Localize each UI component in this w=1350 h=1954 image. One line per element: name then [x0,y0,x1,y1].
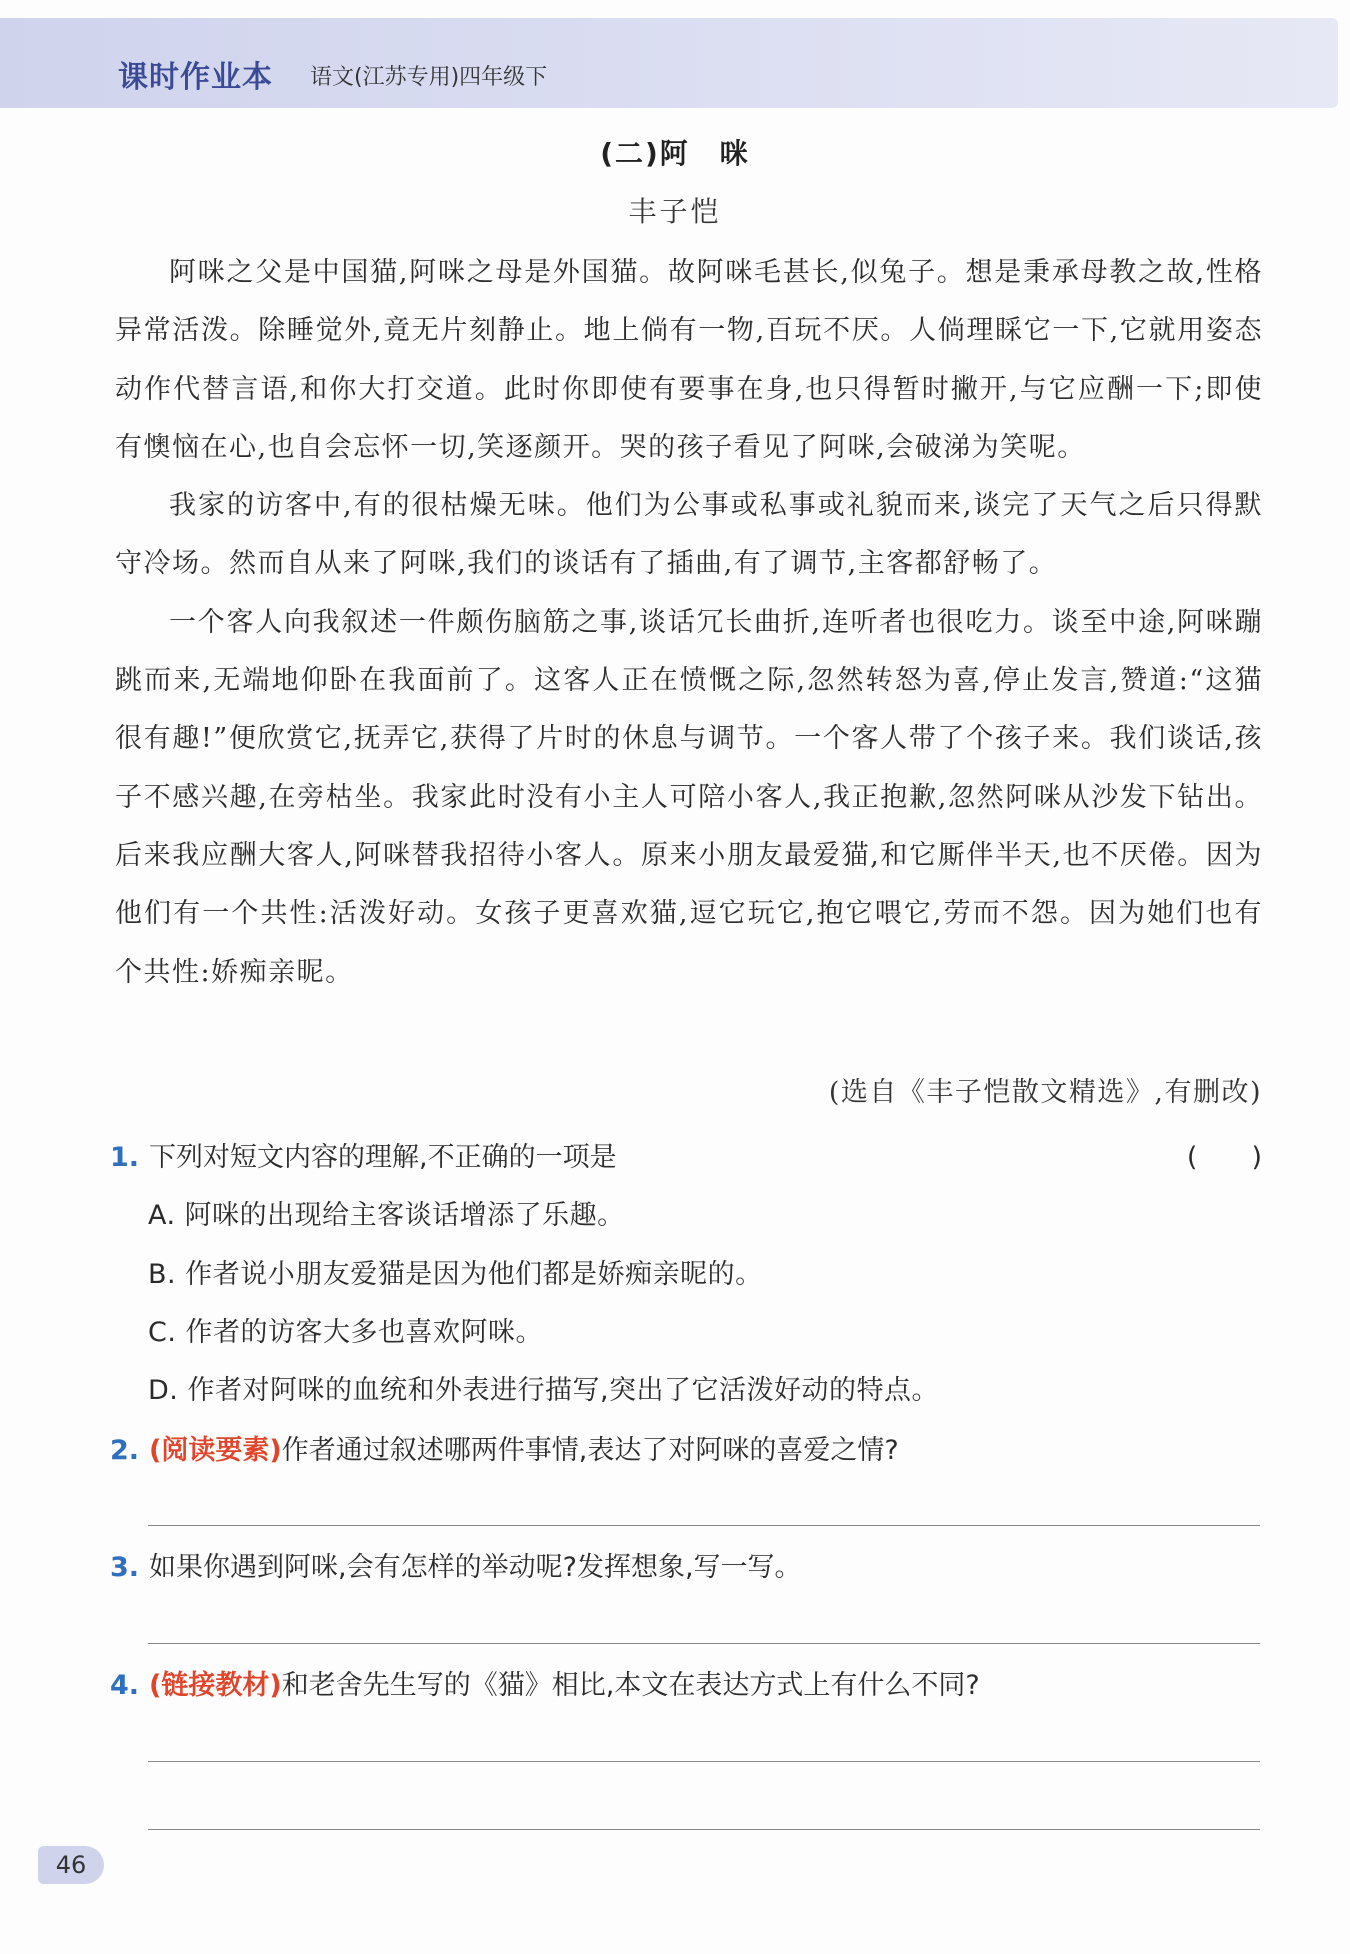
book-brand: 课时作业本 [118,60,273,95]
question-number: 2. [110,1435,140,1466]
article-body [115,244,1263,1002]
article-title: (二)阿 咪 [600,137,750,170]
answer-bracket[interactable]: ( ) [1186,1142,1262,1173]
book-subject: 语文(江苏专用)四年级下 [310,65,548,90]
answer-line[interactable] [148,1643,1260,1644]
answer-line[interactable] [148,1829,1260,1830]
question-number: 4. [110,1670,140,1701]
article-author: 丰子恺 [628,195,722,228]
question-number: 3. [110,1552,140,1583]
question-text: 和老舍先生写的《猫》相比,本文在表达方式上有什么不同? [281,1670,980,1701]
page-number: 46 [38,1846,104,1884]
question-text: 下列对短文内容的理解,不正确的一项是 [149,1142,617,1173]
answer-line[interactable] [148,1525,1260,1526]
question-3 [110,1545,802,1584]
question-tag: (链接教材) [149,1670,282,1701]
question-number: 1. [110,1142,140,1173]
question-tag: (阅读要素) [149,1435,282,1466]
question-text: 作者通过叙述哪两件事情,表达了对阿咪的喜爱之情? [281,1435,899,1466]
article-source: (选自《丰子恺散文精选》,有删改) [828,1077,1262,1108]
question-text: 如果你遇到阿咪,会有怎样的举动呢?发挥想象,写一写。 [149,1552,802,1583]
paragraph: 我家的访客中,有的很枯燥无味。他们为公事或私事或礼貌而来,谈完了天气之后只得默守冷场。然而自从来了阿咪,我们的谈话有了插曲,有了调节,主客都舒畅了。 [115,490,1263,580]
paragraph: 一个客人向我叙述一件颇伤脑筋之事,谈话冗长曲折,连听者也很吃力。谈至中途,阿咪蹦跳而来,无端地仰卧在我面前了。这客人正在愤慨之际,忽然转怒为喜,停止发言,赞道:“这猫很有趣!”便欣赏它,抚弄它,获得了片时的休息与调节。一个客人带了个孩子来。我们谈话,孩子不感兴趣,在旁枯坐。我家此时没有小主人可陪小客人,我正抱歉,忽然阿咪从沙发下钻出。后来我应酬大客人,阿咪替我招待小客人。原来小朋友最爱猫,和它厮伴半天,也不厌倦。因为他们有一个共性:活泼好动。女孩子更喜欢猫,逗它玩它,抱它喂它,劳而不怨。因为她们也有个共性:娇痴亲昵。 [115,606,1263,988]
question-4 [110,1663,980,1702]
option-b: B. 作者说小朋友爱猫是因为他们都是娇痴亲昵的。 [148,1259,763,1290]
option-d: D. 作者对阿咪的血统和外表进行描写,突出了它活泼好动的特点。 [148,1375,940,1406]
paragraph: 阿咪之父是中国猫,阿咪之母是外国猫。故阿咪毛甚长,似兔子。想是秉承母教之故,性格异常活泼。除睡觉外,竟无片刻静止。地上倘有一物,百玩不厌。人倘理睬它一下,它就用姿态动作代替言语,和你大打交道。此时你即使有要事在身,也只得暂时撇开,与它应酬一下;即使有懊恼在心,也自会忘怀一切,笑逐颜开。哭的孩子看见了阿咪,会破涕为笑呢。 [115,257,1263,463]
question-2 [110,1428,899,1467]
option-c: C. 作者的访客大多也喜欢阿咪。 [148,1317,544,1348]
answer-line[interactable] [148,1761,1260,1762]
question-1 [110,1135,617,1174]
option-a: A. 阿咪的出现给主客谈话增添了乐趣。 [148,1200,625,1231]
